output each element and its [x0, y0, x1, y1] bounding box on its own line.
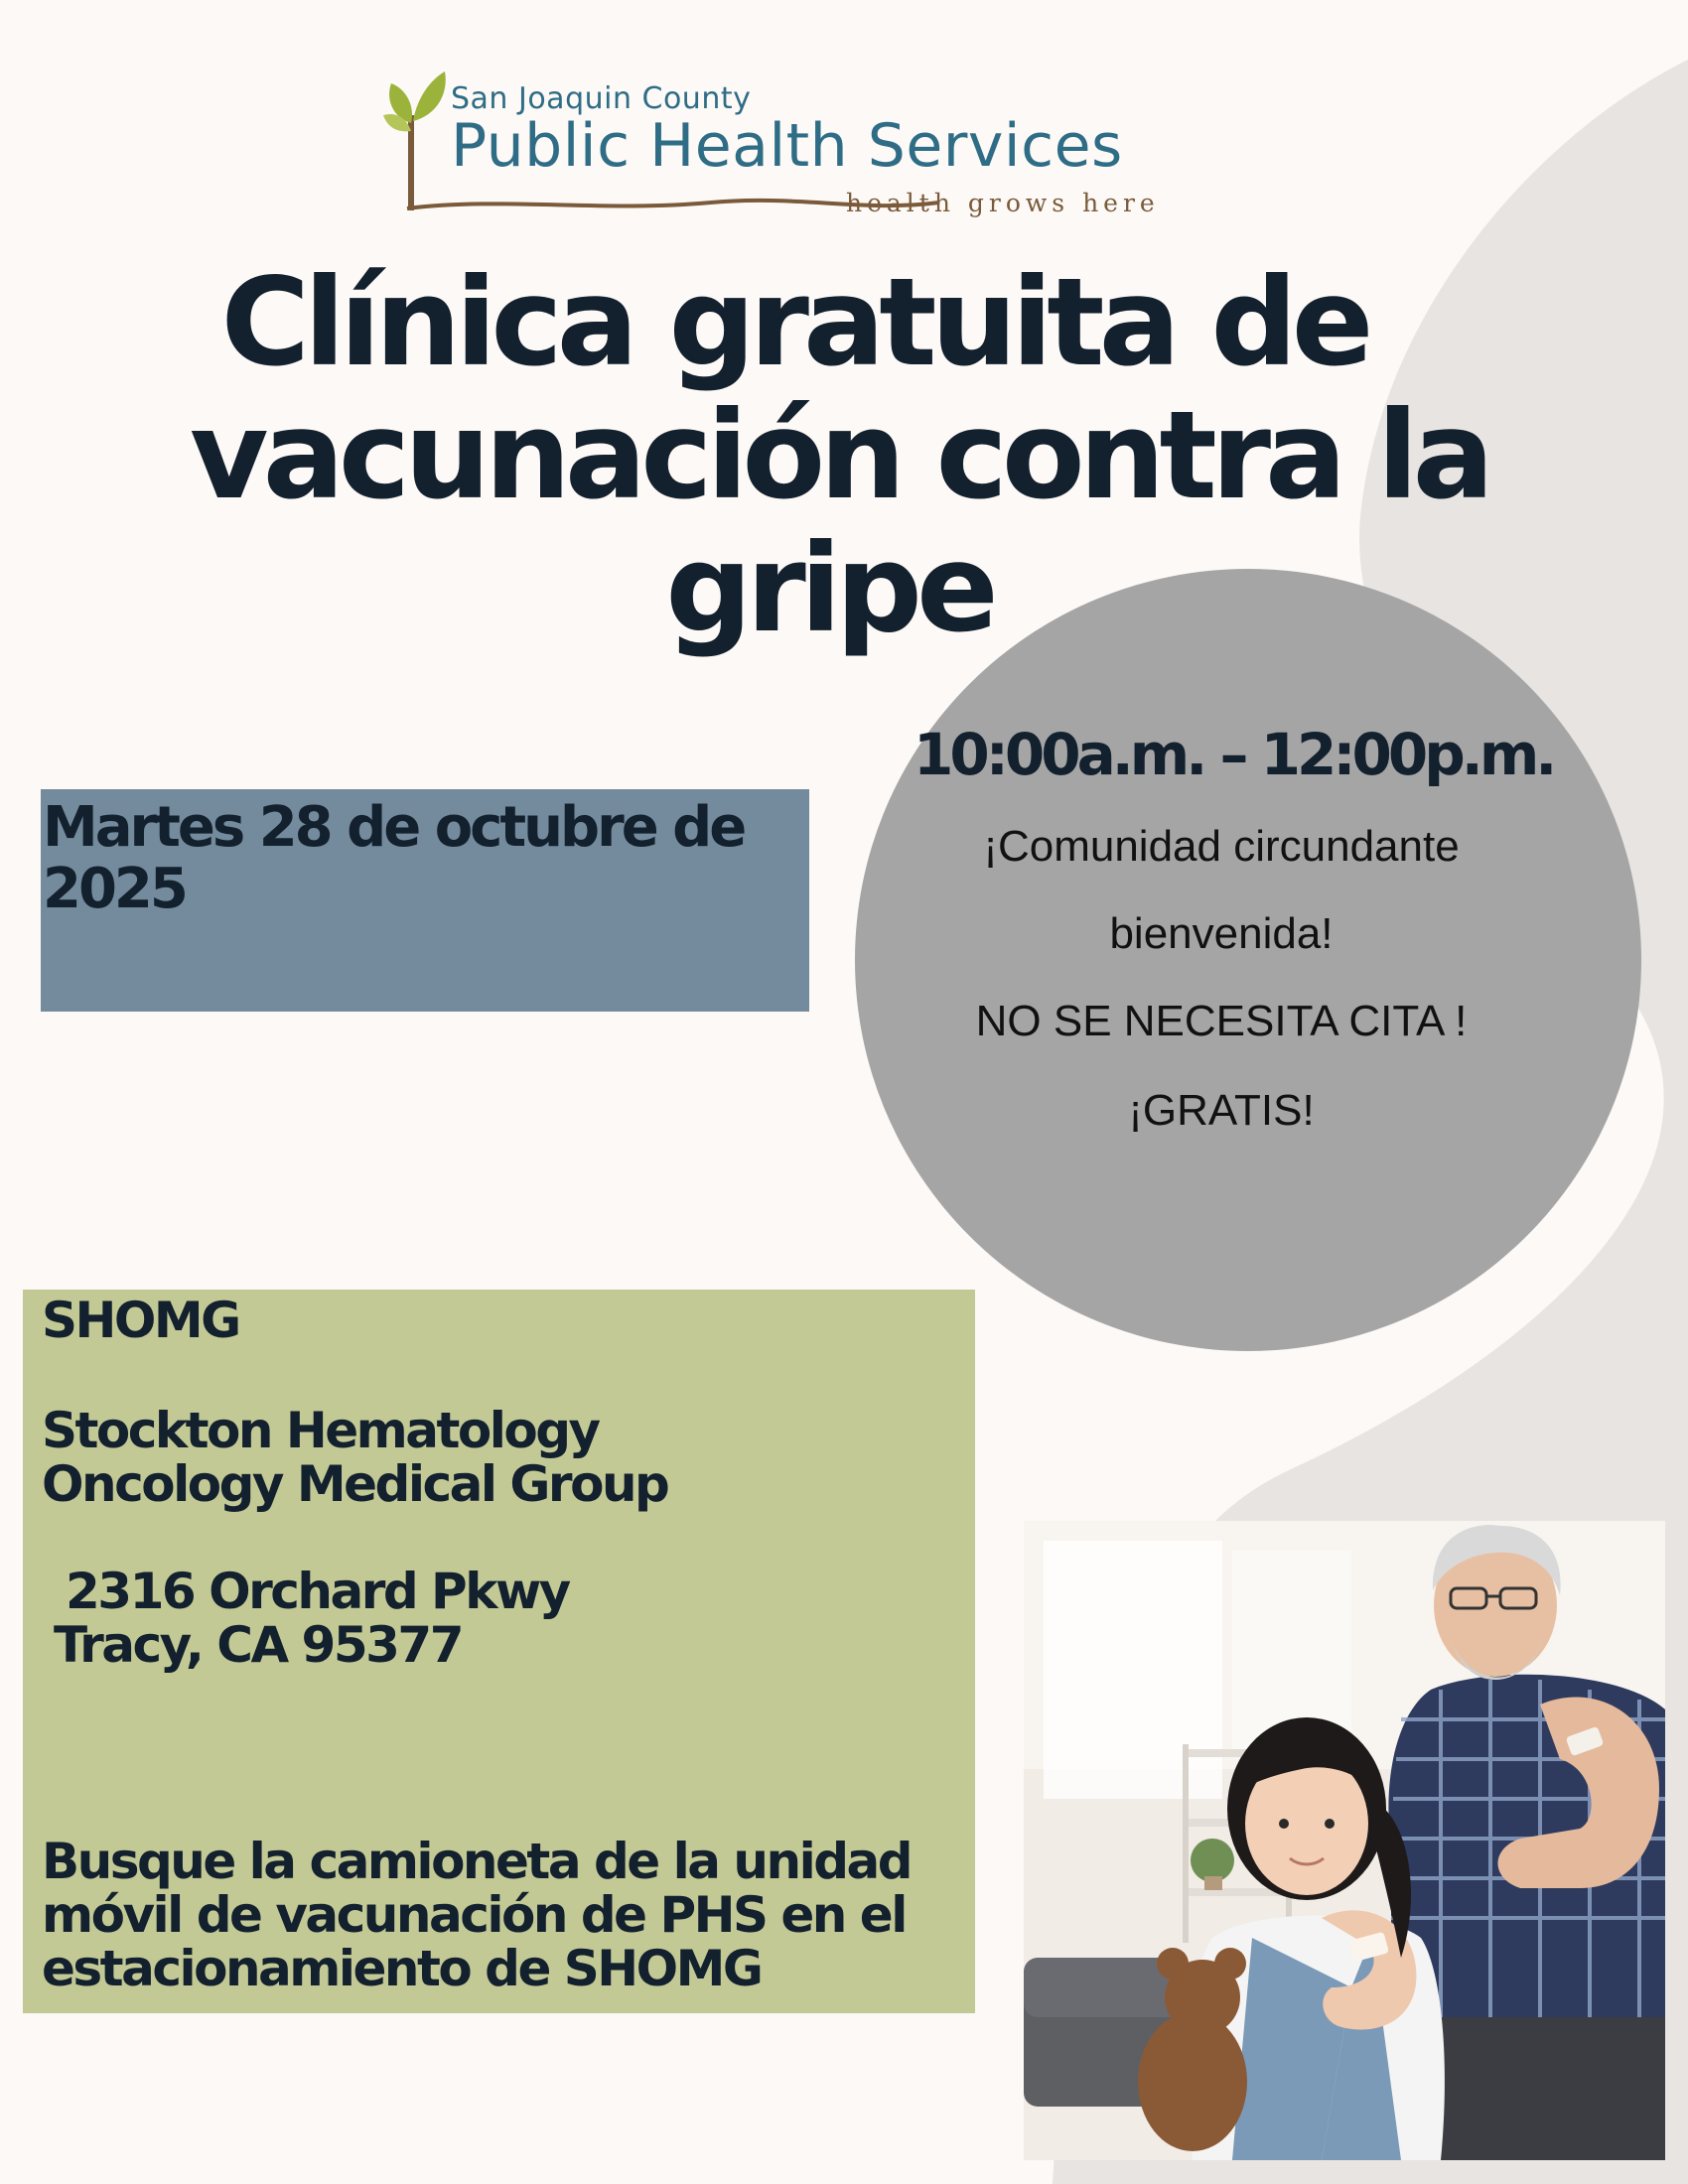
event-date-line-2: 2025 [43, 857, 186, 921]
no-appointment-text: NO SE NECESITA CITA ! [975, 997, 1468, 1045]
logo [383, 64, 1188, 222]
welcome-line-1: ¡Comunidad circundante [983, 822, 1460, 871]
event-date-line-1: Martes 28 de octubre de [43, 795, 745, 860]
logo-county-name: San Joaquin County [451, 81, 752, 116]
title-line-3: gripe [665, 518, 993, 659]
photo-illustration [1024, 1521, 1665, 2160]
parking-note-line-2: móvil de vacunación de PHS en el [42, 1886, 906, 1944]
welcome-line-2: bienvenida! [1109, 909, 1334, 958]
location-org-line-2: Oncology Medical Group [42, 1455, 668, 1513]
parking-note-line-1: Busque la camioneta de la unidad [42, 1833, 912, 1890]
event-time: 10:00a.m. – 12:00p.m. [914, 721, 1554, 788]
free-text: ¡GRATIS! [1128, 1086, 1315, 1135]
vaccinated-family-photo [1024, 1521, 1665, 2160]
location-acronym: SHOMG [42, 1292, 239, 1349]
info-circle [855, 569, 1641, 1351]
location-org-line-1: Stockton Hematology [42, 1402, 599, 1459]
address-line-1: 2316 Orchard Pkwy [66, 1563, 569, 1620]
logo-tagline: health grows here [846, 189, 1160, 217]
parking-note-line-3: estacionamiento de SHOMG [42, 1940, 762, 1997]
flyer-title [0, 252, 1688, 659]
event-date [43, 797, 817, 920]
logo-service-name: Public Health Services [451, 111, 1123, 181]
address-line-2: Tracy, CA 95377 [54, 1616, 463, 1674]
title-line-1: Clínica gratuita de [220, 252, 1368, 393]
date-box [41, 789, 809, 1012]
title-line-2: vacunación contra la [190, 385, 1488, 526]
